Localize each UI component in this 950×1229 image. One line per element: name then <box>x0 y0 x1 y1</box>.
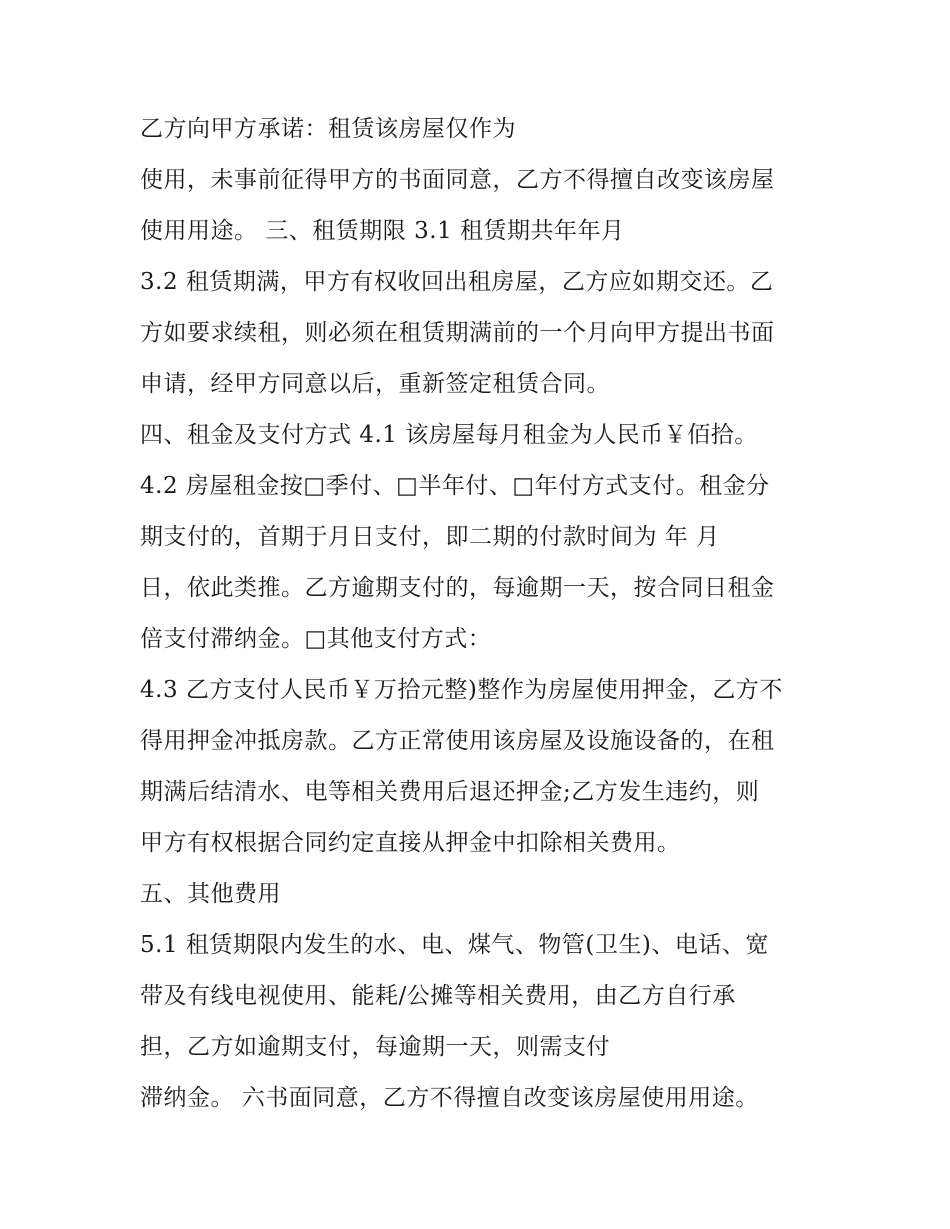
text-line: 5.1 租赁期限内发生的水、电、煤气、物管(卫生)、电话、宽 <box>140 932 769 958</box>
text-line: 倍支付滞纳金。□其他支付方式： <box>140 626 492 652</box>
text-line: 得用押金冲抵房款。乙方正常使用该房屋及设施设备的，在租 <box>140 728 775 754</box>
text-line: 使用，未事前征得甲方的书面同意，乙方不得擅自改变该房屋 <box>140 167 775 193</box>
text-line: 乙方向甲方承诺：租赁该房屋仅作为 <box>140 116 516 142</box>
text-line: 带及有线电视使用、能耗/公摊等相关费用，由乙方自行承 <box>140 983 736 1009</box>
text-line: 担，乙方如逾期支付，每逾期一天，则需支付 <box>140 1034 610 1060</box>
text-line: 使用用途。 三、租赁期限 3.1 租赁期共年年月 <box>140 218 625 244</box>
text-line: 滞纳金。 六书面同意，乙方不得擅自改变该房屋使用用途。 <box>140 1085 759 1111</box>
text-line: 3.2 租赁期满，甲方有权收回出租房屋，乙方应如期交还。乙 <box>140 269 774 295</box>
text-line: 期支付的，首期于月日支付，即二期的付款时间为 年 月 <box>140 524 720 550</box>
text-line: 申请，经甲方同意以后，重新签定租赁合同。 <box>140 371 610 397</box>
text-line: 期满后结清水、电等相关费用后退还押金;乙方发生违约，则 <box>140 779 760 805</box>
text-line: 日，依此类推。乙方逾期支付的，每逾期一天，按合同日租金 <box>140 575 775 601</box>
text-line: 4.3 乙方支付人民币￥万拾元整)整作为房屋使用押金，乙方不 <box>140 677 783 703</box>
text-line: 4.2 房屋租金按□季付、□半年付、□年付方式支付。租金分 <box>140 473 770 499</box>
document-body <box>140 104 830 1124</box>
section-heading: 五、其他费用 <box>140 881 281 907</box>
text-line: 甲方有权根据合同约定直接从押金中扣除相关费用。 <box>140 830 681 856</box>
text-line: 四、租金及支付方式 4.1 该房屋每月租金为人民币￥佰拾。 <box>140 422 758 448</box>
text-line: 方如要求续租，则必须在租赁期满前的一个月向甲方提出书面 <box>140 320 775 346</box>
